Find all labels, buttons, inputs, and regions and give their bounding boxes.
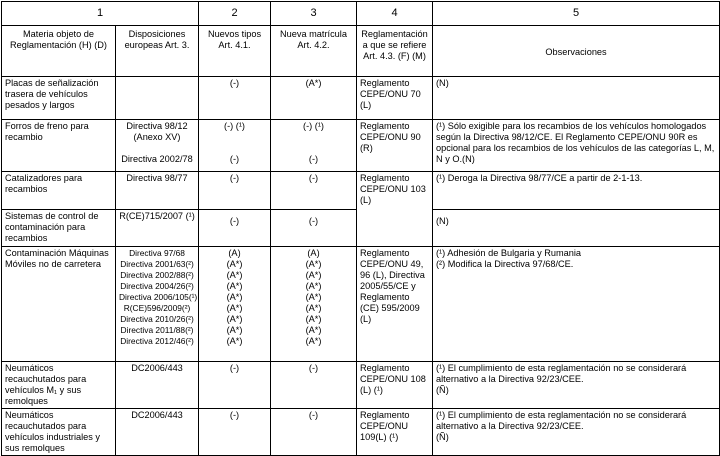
table-row [2,77,720,120]
table-row [2,409,720,456]
cell-disposiciones [116,172,199,210]
column-number: 5 [433,2,720,26]
table-row [2,120,720,172]
column-number: 2 [199,2,271,26]
cell-disposiciones [116,247,199,362]
cell-materia: Catalizadores para recambios [2,172,116,210]
column-number: 4 [357,2,433,26]
value: (A*) [305,336,322,346]
cell-observaciones [433,210,720,247]
cell-reglamentacion: Reglamento CEPE/ONU 49, 96 (L), Directiva 2005/55/CE y Reglamento (CE) 595/2009 (L) [357,247,433,362]
table-row [2,362,720,409]
value: Directiva 2012/46(²) [120,336,194,346]
note: (¹) El cumplimiento de esta reglamentación no se considerará alternativo a la Directiva 92/23/CEE. [436,410,687,431]
cell-nueva-matricula [271,172,357,210]
value: (A) [228,248,241,258]
value: Directiva 2002/88(²) [120,270,194,280]
table-row [2,247,720,362]
cell-reglamentacion: Reglamento CEPE/ONU 70 (L) [357,77,433,120]
table-row [2,172,720,210]
value: (-) [308,173,319,183]
value: (A*) [305,78,322,88]
cell-materia: Neumáticos recauchutados para vehículos M₁ y sus remolques [2,362,116,409]
cell-nuevos-tipos [199,210,271,247]
value: (A) [307,248,320,258]
cell-nuevos-tipos [199,77,271,120]
value: (A*) [226,314,243,324]
cell-observaciones [433,362,720,409]
cell-materia: Sistemas de control de contaminación para recambios [2,210,116,247]
note: (Ñ) [436,432,449,442]
cell-nuevos-tipos [199,247,271,362]
header-materia: Materia objeto de Reglamentación (H) (D) [2,26,116,77]
value: (A*) [226,325,243,335]
value: (A*) [305,292,322,302]
value: Directiva 2010/26(²) [120,314,194,324]
value: DC2006/443 [131,410,183,420]
note: (²) Modifica la Directiva 97/68/CE. [436,259,574,269]
header-nueva-matricula: Nueva matrícula Art. 4.2. [271,26,357,77]
cell-nueva-matricula [271,210,357,247]
cell-observaciones [433,247,720,362]
cell-nueva-matricula [271,120,357,172]
header-nuevos-tipos: Nuevos tipos Art. 4.1. [199,26,271,77]
cell-nueva-matricula [271,362,357,409]
value: (-) [229,78,240,88]
value: (-) [229,216,240,226]
value: (-) [308,363,319,373]
header-row [2,26,720,77]
cell-materia: Contaminación Máquinas Móviles no de carretera [2,247,116,362]
value: (A*) [226,270,243,280]
value: (A*) [226,259,243,269]
regulation-table [1,1,720,456]
value: (-) (¹) [224,121,245,131]
header-observaciones: Observaciones [433,26,720,77]
value: (A*) [305,259,322,269]
cell-materia: Placas de señalización trasera de vehículos pesados y largos [2,77,116,120]
value: Directiva 2006/105(¹) [119,292,198,302]
value: (-) [229,410,240,420]
cell-disposiciones [116,210,199,247]
value: (-) [308,154,319,164]
value: (A*) [226,336,243,346]
value: (-) [229,363,240,373]
cell-disposiciones [116,362,199,409]
value: (-) [229,173,240,183]
value: (-) (¹) [303,121,324,131]
cell-nuevos-tipos [199,409,271,456]
note: (¹) Sólo exigible para los recambios de los vehículos homologados según la Directiva 98/12/CE. El Reglamento CEPE/ONU 90R es opcional para los recambios de los vehículos de las categorías L, M, N y O.(N) [436,121,715,164]
cell-materia: Forros de freno para recambio [2,120,116,172]
note: (Ñ) [436,385,449,395]
cell-observaciones [433,120,720,172]
value: DC2006/443 [131,363,183,373]
value: Directiva 98/12 (Anexo XV) [126,121,188,142]
value: (-) [229,154,240,164]
value: (A*) [305,314,322,324]
cell-observaciones [433,172,720,210]
value: (A*) [226,292,243,302]
value: Directiva 2011/88(²) [120,325,194,335]
cell-nuevos-tipos [199,362,271,409]
value: Directiva 2001/63(²) [120,259,194,269]
cell-nuevos-tipos [199,172,271,210]
value: (A*) [305,325,322,335]
note: (N) [436,78,449,88]
cell-nueva-matricula [271,77,357,120]
column-number: 1 [2,2,199,26]
cell-reglamentacion: Reglamento CEPE/ONU 109(L) (¹) [357,409,433,456]
value: Directiva 98/77 [126,173,188,183]
note: (¹) El cumplimiento de esta reglamentación no se considerará alternativo a la Directiva 92/23/CEE. [436,363,687,384]
value: R(CE)596/2009(²) [123,303,191,313]
cell-nuevos-tipos [199,120,271,172]
cell-reglamentacion: Reglamento CEPE/ONU 90 (R) [357,120,433,172]
note: (N) [436,216,449,226]
value: (A*) [305,303,322,313]
cell-reglamentacion: Reglamento CEPE/ONU 108 (L) (¹) [357,362,433,409]
value: Directiva 2004/26(²) [120,281,194,291]
note: (¹) Adhesión de Bulgaria y Rumania [436,248,582,258]
cell-materia: Neumáticos recauchutados para vehículos industriales y sus remolques [2,409,116,456]
column-number: 3 [271,2,357,26]
header-disposiciones: Disposiciones europeas Art. 3. [116,26,199,77]
note: (¹) Deroga la Directiva 98/77/CE a partir de 2-1-13. [436,173,643,183]
cell-reglamentacion: Reglamento CEPE/ONU 103 (L) [357,172,433,247]
cell-nueva-matricula [271,409,357,456]
value: (A*) [305,281,322,291]
header-reglamentacion: Reglamentación a que se refiere Art. 4.3. (F) (M) [357,26,433,77]
value: (A*) [226,281,243,291]
cell-disposiciones [116,77,199,120]
value: (A*) [226,303,243,313]
cell-observaciones [433,77,720,120]
value: (-) [308,410,319,420]
cell-observaciones [433,409,720,456]
cell-nueva-matricula [271,247,357,362]
value: (A*) [305,270,322,280]
value: (-) [308,216,319,226]
value: Directiva 97/68 [129,248,185,258]
column-number-row [2,2,720,26]
cell-disposiciones [116,120,199,172]
cell-disposiciones [116,409,199,456]
value: R(CE)715/2007 (¹) [119,211,195,221]
value: Directiva 2002/78 [121,154,193,164]
